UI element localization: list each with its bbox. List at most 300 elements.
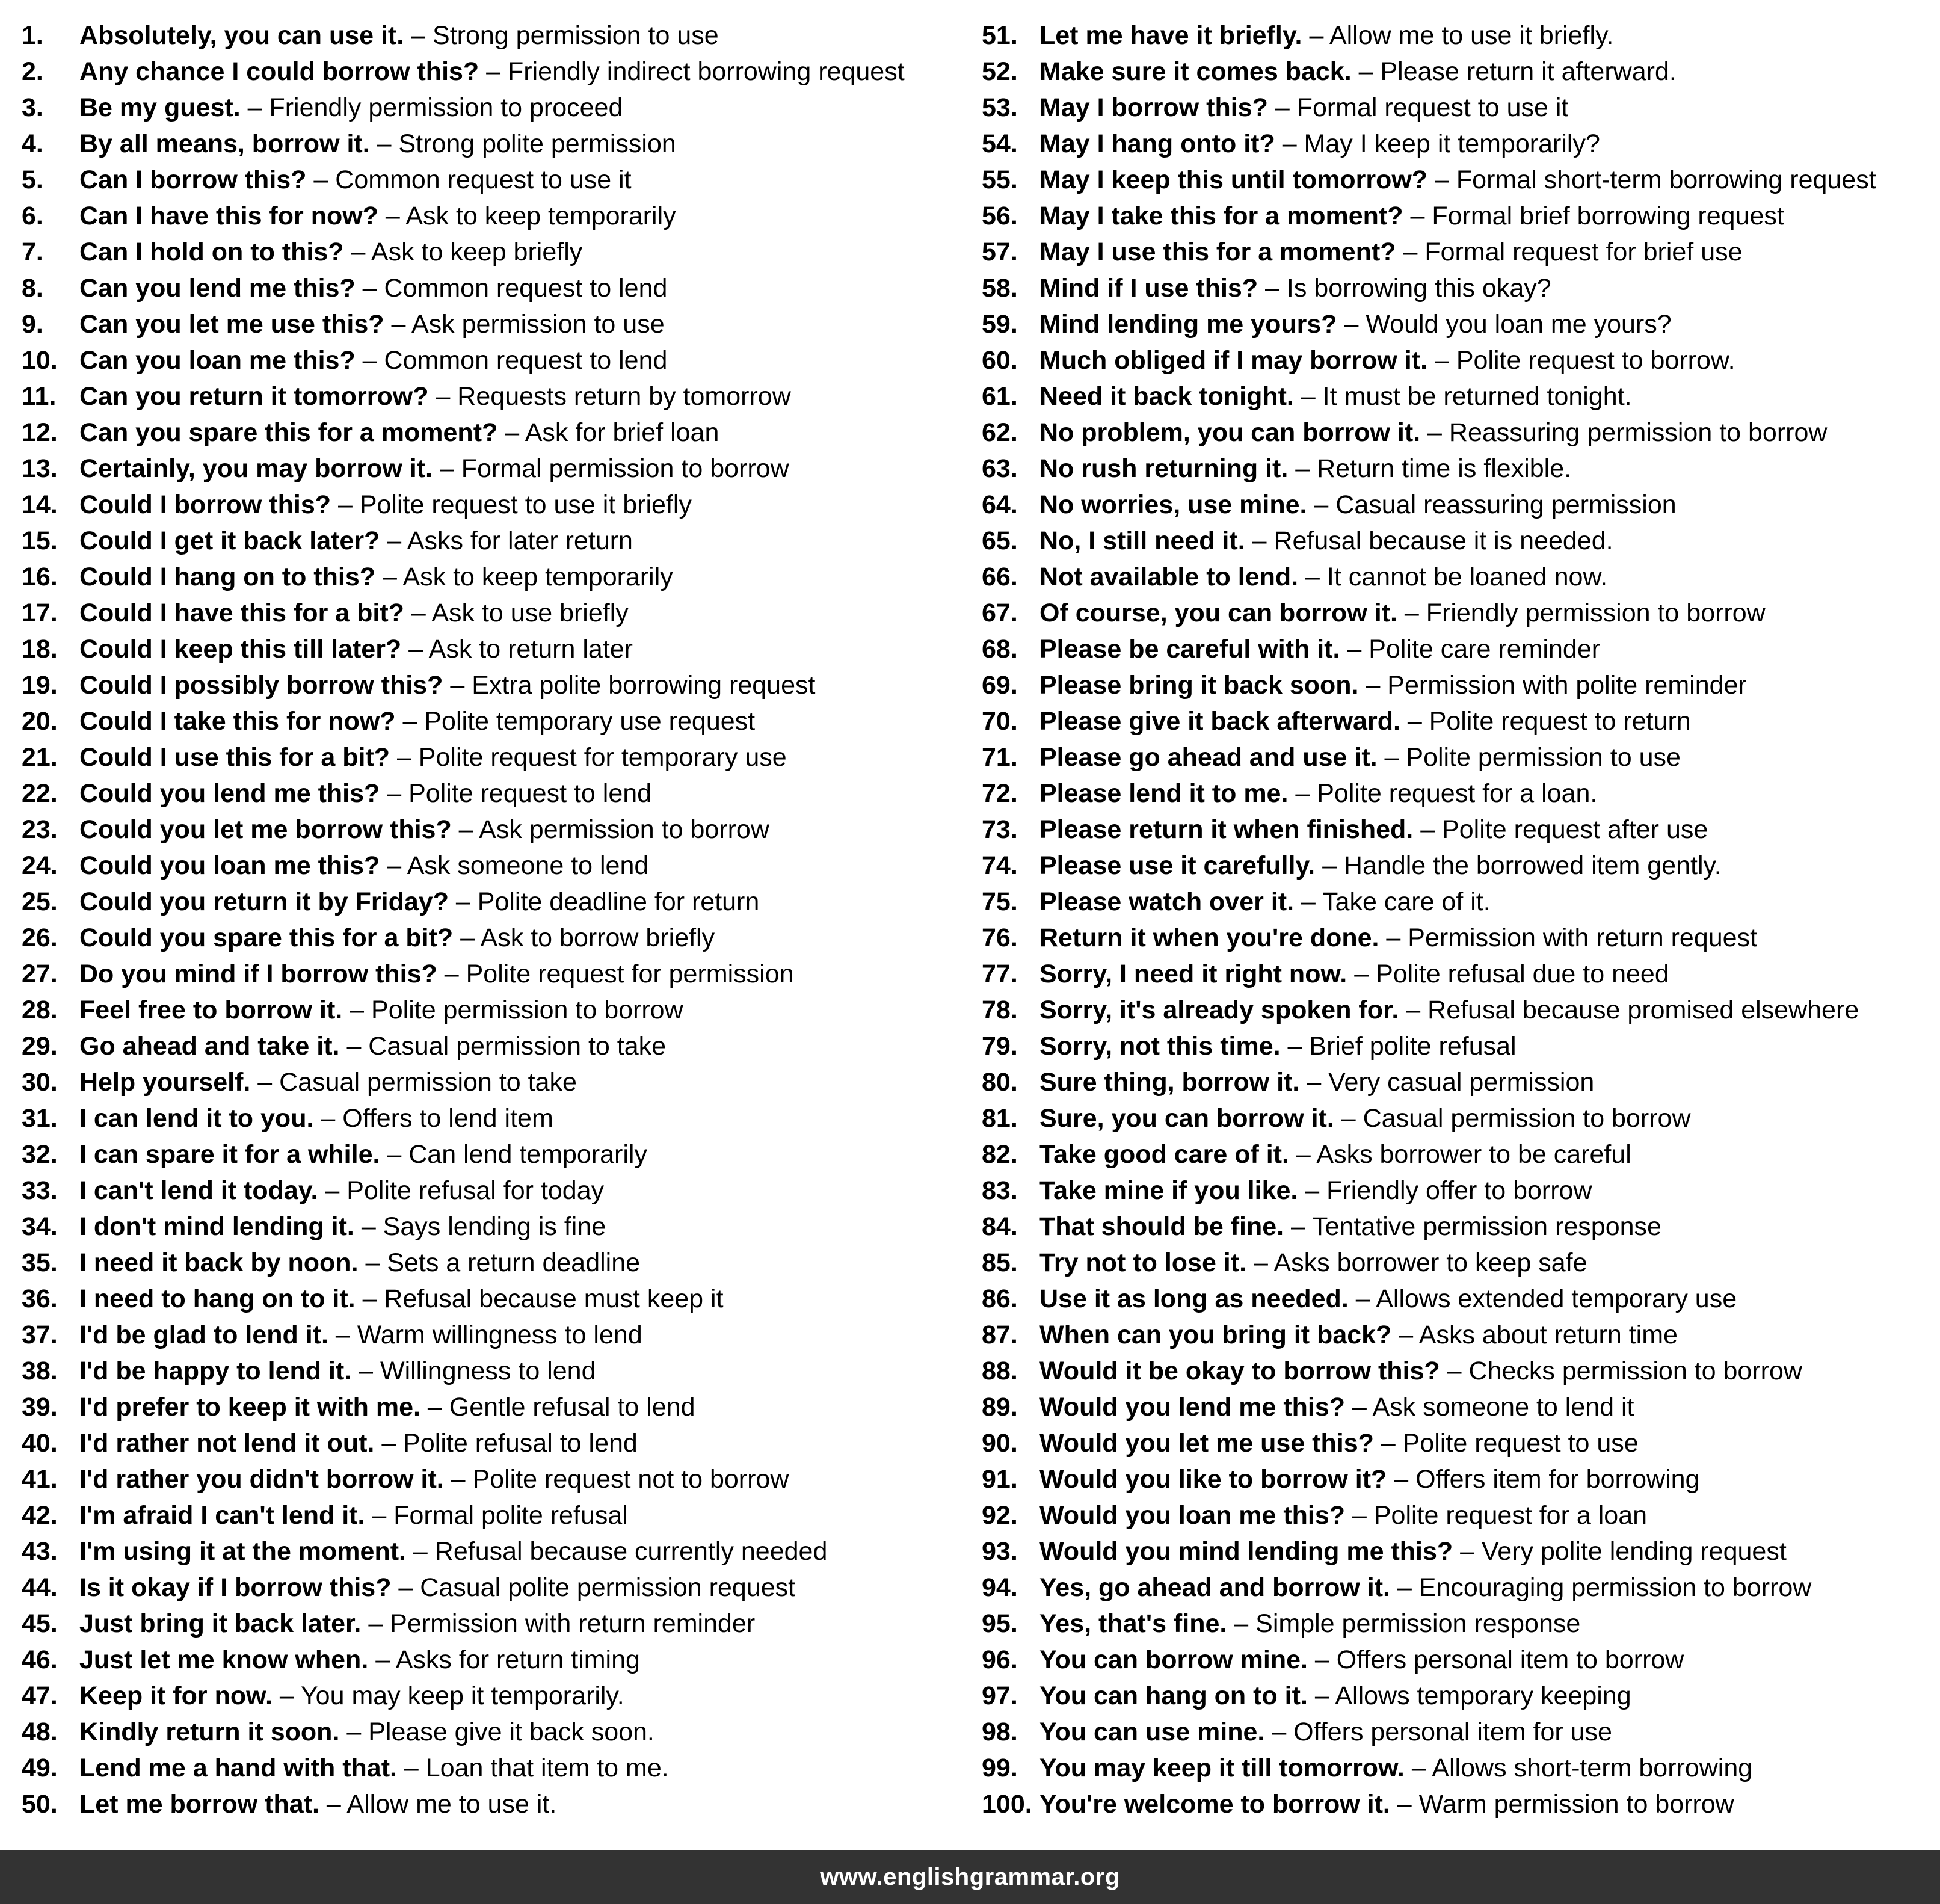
item-description: – Formal permission to borrow xyxy=(433,454,789,483)
item-description: – Friendly offer to borrow xyxy=(1298,1176,1592,1205)
list-item xyxy=(22,342,960,378)
list-item xyxy=(982,523,1920,559)
item-phrase: You can hang on to it. xyxy=(1039,1681,1308,1710)
item-number: 4. xyxy=(22,129,43,158)
list-item xyxy=(22,1714,960,1750)
item-phrase: Sure thing, borrow it. xyxy=(1039,1068,1300,1097)
item-description: – Encouraging permission to borrow xyxy=(1390,1573,1812,1602)
item-phrase: Please watch over it. xyxy=(1039,887,1295,916)
list-item xyxy=(22,1678,960,1714)
item-number: 69. xyxy=(982,671,1018,700)
item-description: – Allows extended temporary use xyxy=(1348,1284,1737,1313)
item-description: – Refusal because it is needed. xyxy=(1245,526,1613,555)
item-description: – Asks for return timing xyxy=(368,1645,640,1674)
item-number: 87. xyxy=(982,1320,1018,1349)
item-number: 11. xyxy=(22,382,57,411)
item-description: – Polite request for temporary use xyxy=(390,743,787,772)
item-phrase: I need to hang on to it. xyxy=(79,1284,356,1313)
item-description: – Common request to use it xyxy=(306,165,632,194)
item-description: – Casual permission to borrow xyxy=(1334,1104,1691,1133)
item-number: 45. xyxy=(22,1609,58,1638)
item-number: 91. xyxy=(982,1465,1018,1494)
list-item xyxy=(22,378,960,414)
item-description: – It cannot be loaned now. xyxy=(1298,562,1608,591)
item-number: 73. xyxy=(982,815,1018,844)
list-item xyxy=(22,487,960,523)
item-description: – You may keep it temporarily. xyxy=(272,1681,624,1710)
list-item xyxy=(22,54,960,90)
item-description: – Allow me to use it. xyxy=(319,1790,557,1819)
item-phrase: Let me borrow that. xyxy=(79,1790,319,1819)
item-description: – Polite request to lend xyxy=(380,779,652,808)
item-number: 18. xyxy=(22,635,58,664)
item-number: 63. xyxy=(982,454,1018,483)
item-phrase: Kindly return it soon. xyxy=(79,1718,340,1746)
item-description: – Ask someone to lend xyxy=(380,851,649,880)
item-number: 41. xyxy=(22,1465,58,1494)
list-item xyxy=(22,1353,960,1389)
list-item xyxy=(982,1064,1920,1100)
item-description: – Common request to lend xyxy=(355,346,668,375)
item-number: 59. xyxy=(982,310,1018,339)
item-phrase: Please be careful with it. xyxy=(1039,635,1340,664)
item-number: 75. xyxy=(982,887,1018,916)
item-description: – Ask to keep temporarily xyxy=(378,202,676,230)
list-item xyxy=(22,812,960,848)
item-description: – Extra polite borrowing request xyxy=(443,671,816,700)
item-description: – Formal request for brief use xyxy=(1396,238,1743,266)
item-description: – Polite request to borrow. xyxy=(1427,346,1735,375)
item-phrase: May I borrow this? xyxy=(1039,93,1268,122)
list-item xyxy=(22,1570,960,1606)
item-phrase: Can I borrow this? xyxy=(79,165,307,194)
item-number: 46. xyxy=(22,1645,58,1674)
item-number: 7. xyxy=(22,238,43,266)
item-phrase: Would you like to borrow it? xyxy=(1039,1465,1387,1494)
item-description: – Refusal because must keep it xyxy=(355,1284,724,1313)
item-number: 86. xyxy=(982,1284,1018,1313)
item-number: 65. xyxy=(982,526,1018,555)
list-item xyxy=(22,1389,960,1425)
item-phrase: Would you let me use this? xyxy=(1039,1429,1374,1458)
item-phrase: Sorry, it's already spoken for. xyxy=(1039,996,1399,1024)
item-number: 39. xyxy=(22,1393,58,1422)
item-phrase: Could you spare this for a bit? xyxy=(79,923,454,952)
item-number: 23. xyxy=(22,815,58,844)
list-item xyxy=(982,775,1920,812)
item-phrase: Please lend it to me. xyxy=(1039,779,1289,808)
item-description: – Friendly permission to borrow xyxy=(1397,599,1766,627)
item-phrase: I'd rather not lend it out. xyxy=(79,1429,375,1458)
item-number: 44. xyxy=(22,1573,58,1602)
item-description: – Polite permission to use xyxy=(1377,743,1681,772)
item-phrase: Can I hold on to this? xyxy=(79,238,344,266)
item-number: 34. xyxy=(22,1212,58,1241)
list-item xyxy=(22,1317,960,1353)
item-number: 10. xyxy=(22,346,58,375)
item-number: 56. xyxy=(982,202,1018,230)
item-phrase: You can use mine. xyxy=(1039,1718,1265,1746)
item-phrase: Lend me a hand with that. xyxy=(79,1754,397,1782)
item-description: – Polite request for permission xyxy=(437,960,794,988)
item-number: 13. xyxy=(22,454,58,483)
item-description: – Requests return by tomorrow xyxy=(428,382,791,411)
list-item xyxy=(982,595,1920,631)
item-description: – Ask for brief loan xyxy=(497,418,719,447)
list-item xyxy=(982,162,1920,198)
list-item xyxy=(22,1642,960,1678)
list-item xyxy=(22,270,960,306)
item-number: 97. xyxy=(982,1681,1018,1710)
item-description: – Can lend temporarily xyxy=(380,1140,647,1169)
item-description: – Willingness to lend xyxy=(351,1357,596,1385)
item-phrase: Just let me know when. xyxy=(79,1645,369,1674)
item-description: – Warm willingness to lend xyxy=(328,1320,642,1349)
list-item xyxy=(982,198,1920,234)
item-number: 16. xyxy=(22,562,58,591)
item-number: 95. xyxy=(982,1609,1018,1638)
item-description: – Gentle refusal to lend xyxy=(420,1393,695,1422)
item-phrase: Be my guest. xyxy=(79,93,241,122)
item-number: 92. xyxy=(982,1501,1018,1530)
item-description: – May I keep it temporarily? xyxy=(1275,129,1600,158)
list-item xyxy=(982,1389,1920,1425)
list-item xyxy=(22,667,960,703)
list-item xyxy=(982,559,1920,595)
item-phrase: Would you loan me this? xyxy=(1039,1501,1346,1530)
item-phrase: You can borrow mine. xyxy=(1039,1645,1308,1674)
item-number: 93. xyxy=(982,1537,1018,1566)
item-phrase: Sorry, not this time. xyxy=(1039,1032,1281,1061)
phrase-list-left xyxy=(22,17,960,1822)
item-phrase: Could I take this for now? xyxy=(79,707,396,736)
item-number: 62. xyxy=(982,418,1018,447)
list-item xyxy=(982,1136,1920,1172)
item-description: – Ask permission to borrow xyxy=(451,815,769,844)
item-number: 98. xyxy=(982,1718,1018,1746)
item-phrase: Would you mind lending me this? xyxy=(1039,1537,1453,1566)
item-number: 55. xyxy=(982,165,1018,194)
item-phrase: Just bring it back later. xyxy=(79,1609,362,1638)
item-description: – Polite request after use xyxy=(1413,815,1708,844)
item-phrase: Return it when you're done. xyxy=(1039,923,1379,952)
list-item xyxy=(22,1209,960,1245)
item-description: – Friendly indirect borrowing request xyxy=(479,57,905,86)
item-number: 71. xyxy=(982,743,1018,772)
item-number: 88. xyxy=(982,1357,1018,1385)
item-number: 30. xyxy=(22,1068,58,1097)
list-item xyxy=(22,739,960,775)
item-phrase: Any chance I could borrow this? xyxy=(79,57,479,86)
list-item xyxy=(982,884,1920,920)
list-item xyxy=(22,1461,960,1497)
item-phrase: I'd rather you didn't borrow it. xyxy=(79,1465,444,1494)
item-description: – Friendly permission to proceed xyxy=(240,93,623,122)
item-number: 68. xyxy=(982,635,1018,664)
item-number: 47. xyxy=(22,1681,58,1710)
item-description: – Allow me to use it briefly. xyxy=(1302,21,1614,50)
item-description: – Polite refusal due to need xyxy=(1347,960,1669,988)
item-phrase: Can you lend me this? xyxy=(79,274,356,303)
item-phrase: Let me have it briefly. xyxy=(1039,21,1302,50)
item-phrase: Do you mind if I borrow this? xyxy=(79,960,437,988)
item-phrase: May I use this for a moment? xyxy=(1039,238,1396,266)
item-description: – Reassuring permission to borrow xyxy=(1420,418,1828,447)
list-item xyxy=(22,1750,960,1786)
item-description: – Polite temporary use request xyxy=(395,707,756,736)
item-phrase: I can lend it to you. xyxy=(79,1104,314,1133)
list-item xyxy=(22,992,960,1028)
item-number: 20. xyxy=(22,707,58,736)
list-item xyxy=(22,414,960,451)
item-phrase: Would you lend me this? xyxy=(1039,1393,1346,1422)
list-item xyxy=(982,90,1920,126)
item-number: 78. xyxy=(982,996,1018,1024)
list-item xyxy=(22,1064,960,1100)
item-number: 29. xyxy=(22,1032,58,1061)
item-description: – Polite deadline for return xyxy=(448,887,760,916)
list-item xyxy=(22,1606,960,1642)
item-number: 51. xyxy=(982,21,1018,50)
item-number: 74. xyxy=(982,851,1018,880)
item-phrase: Would it be okay to borrow this? xyxy=(1039,1357,1440,1385)
list-item xyxy=(22,1281,960,1317)
item-number: 84. xyxy=(982,1212,1018,1241)
item-number: 85. xyxy=(982,1248,1018,1277)
list-item xyxy=(982,1642,1920,1678)
item-number: 82. xyxy=(982,1140,1018,1169)
item-number: 12. xyxy=(22,418,58,447)
list-item xyxy=(982,1425,1920,1461)
item-description: – Offers personal item for use xyxy=(1264,1718,1612,1746)
item-description: – Ask to keep briefly xyxy=(343,238,583,266)
item-phrase: Could I hang on to this? xyxy=(79,562,376,591)
list-item xyxy=(982,1317,1920,1353)
list-item xyxy=(22,1497,960,1533)
item-phrase: Could you loan me this? xyxy=(79,851,380,880)
item-description: – Allows short-term borrowing xyxy=(1404,1754,1753,1782)
list-item xyxy=(22,1028,960,1064)
item-description: – Ask to return later xyxy=(401,635,633,664)
item-description: – Polite permission to borrow xyxy=(342,996,683,1024)
item-phrase: Take good care of it. xyxy=(1039,1140,1289,1169)
item-description: – Return time is flexible. xyxy=(1288,454,1572,483)
item-number: 72. xyxy=(982,779,1018,808)
list-item xyxy=(982,1245,1920,1281)
item-phrase: Of course, you can borrow it. xyxy=(1039,599,1397,627)
list-item xyxy=(22,884,960,920)
item-number: 2. xyxy=(22,57,43,86)
phrase-list-right xyxy=(982,17,1920,1822)
item-phrase: No rush returning it. xyxy=(1039,454,1289,483)
item-phrase: That should be fine. xyxy=(1039,1212,1284,1241)
list-item xyxy=(22,234,960,270)
list-item xyxy=(22,1425,960,1461)
footer-bar xyxy=(0,1850,1940,1904)
item-phrase: Mind if I use this? xyxy=(1039,274,1258,303)
item-description: – Permission with polite reminder xyxy=(1358,671,1747,700)
item-description: – Formal polite refusal xyxy=(365,1501,628,1530)
item-number: 36. xyxy=(22,1284,58,1313)
item-description: – Loan that item to me. xyxy=(396,1754,669,1782)
item-phrase: By all means, borrow it. xyxy=(79,129,370,158)
item-phrase: Yes, go ahead and borrow it. xyxy=(1039,1573,1390,1602)
item-phrase: Go ahead and take it. xyxy=(79,1032,340,1061)
item-phrase: Sorry, I need it right now. xyxy=(1039,960,1347,988)
item-description: – Formal brief borrowing request xyxy=(1403,202,1784,230)
list-item xyxy=(22,559,960,595)
list-item xyxy=(982,487,1920,523)
item-phrase: Yes, that's fine. xyxy=(1039,1609,1227,1638)
list-item xyxy=(22,198,960,234)
item-phrase: I'd prefer to keep it with me. xyxy=(79,1393,420,1422)
item-number: 94. xyxy=(982,1573,1018,1602)
item-phrase: Can you loan me this? xyxy=(79,346,356,375)
item-number: 80. xyxy=(982,1068,1018,1097)
list-item xyxy=(22,306,960,342)
list-item xyxy=(22,1533,960,1570)
list-item xyxy=(22,703,960,739)
item-description: – Asks borrower to keep safe xyxy=(1246,1248,1587,1277)
item-description: – Offers item for borrowing xyxy=(1387,1465,1700,1494)
item-number: 52. xyxy=(982,57,1018,86)
item-description: – Casual permission to take xyxy=(250,1068,577,1097)
item-description: – Says lending is fine xyxy=(354,1212,606,1241)
item-number: 1. xyxy=(22,21,43,50)
list-item xyxy=(982,451,1920,487)
item-phrase: I'm afraid I can't lend it. xyxy=(79,1501,365,1530)
item-description: – Allows temporary keeping xyxy=(1307,1681,1631,1710)
list-item xyxy=(22,126,960,162)
item-phrase: Could I possibly borrow this? xyxy=(79,671,443,700)
item-number: 64. xyxy=(982,490,1018,519)
list-item xyxy=(982,378,1920,414)
item-phrase: Help yourself. xyxy=(79,1068,251,1097)
list-item xyxy=(22,1786,960,1822)
item-phrase: Could you return it by Friday? xyxy=(79,887,449,916)
list-item xyxy=(982,270,1920,306)
item-number: 42. xyxy=(22,1501,58,1530)
item-phrase: I'm using it at the moment. xyxy=(79,1537,406,1566)
item-description: – Ask someone to lend it xyxy=(1345,1393,1634,1422)
item-number: 6. xyxy=(22,202,43,230)
item-description: – Polite request to use it briefly xyxy=(331,490,692,519)
item-phrase: Please return it when finished. xyxy=(1039,815,1414,844)
item-number: 57. xyxy=(982,238,1018,266)
item-number: 9. xyxy=(22,310,43,339)
list-item xyxy=(982,956,1920,992)
item-phrase: Need it back tonight. xyxy=(1039,382,1294,411)
item-description: – Warm permission to borrow xyxy=(1390,1790,1734,1819)
item-number: 21. xyxy=(22,743,58,772)
item-number: 8. xyxy=(22,274,43,303)
item-phrase: Please give it back afterward. xyxy=(1039,707,1400,736)
list-item xyxy=(22,956,960,992)
item-description: – Polite request for a loan. xyxy=(1288,779,1598,808)
item-phrase: Could I use this for a bit? xyxy=(79,743,390,772)
item-phrase: Use it as long as needed. xyxy=(1039,1284,1349,1313)
item-number: 5. xyxy=(22,165,43,194)
list-item xyxy=(22,1136,960,1172)
item-phrase: Can you spare this for a moment? xyxy=(79,418,498,447)
item-number: 66. xyxy=(982,562,1018,591)
item-description: – Offers to lend item xyxy=(313,1104,553,1133)
item-number: 90. xyxy=(982,1429,1018,1458)
item-phrase: Could I borrow this? xyxy=(79,490,331,519)
list-item xyxy=(982,54,1920,90)
item-number: 83. xyxy=(982,1176,1018,1205)
list-item xyxy=(982,306,1920,342)
item-phrase: No, I still need it. xyxy=(1039,526,1245,555)
item-description: – Asks for later return xyxy=(380,526,633,555)
list-item xyxy=(982,1353,1920,1389)
item-phrase: Sure, you can borrow it. xyxy=(1039,1104,1334,1133)
item-description: – Refusal because currently needed xyxy=(405,1537,828,1566)
list-item xyxy=(982,703,1920,739)
item-description: – Please return it afterward. xyxy=(1351,57,1677,86)
item-number: 26. xyxy=(22,923,58,952)
item-phrase: Please bring it back soon. xyxy=(1039,671,1359,700)
item-phrase: Can I have this for now? xyxy=(79,202,378,230)
item-number: 60. xyxy=(982,346,1018,375)
list-item xyxy=(982,17,1920,54)
list-item xyxy=(982,342,1920,378)
item-description: – Strong permission to use xyxy=(404,21,719,50)
list-item xyxy=(22,1172,960,1209)
item-number: 61. xyxy=(982,382,1018,411)
list-item xyxy=(22,848,960,884)
website-url: www.englishgrammar.org xyxy=(820,1863,1120,1890)
item-number: 33. xyxy=(22,1176,58,1205)
item-phrase: Absolutely, you can use it. xyxy=(79,21,404,50)
item-description: – Ask to borrow briefly xyxy=(453,923,715,952)
item-number: 25. xyxy=(22,887,58,916)
item-description: – Polite refusal for today xyxy=(318,1176,605,1205)
item-description: – Polite request to use xyxy=(1373,1429,1639,1458)
item-description: – Casual reassuring permission xyxy=(1307,490,1677,519)
item-description: – Very casual permission xyxy=(1299,1068,1595,1097)
item-number: 81. xyxy=(982,1104,1018,1133)
item-description: – Polite request to return xyxy=(1400,707,1691,736)
item-description: – Very polite lending request xyxy=(1453,1537,1787,1566)
item-phrase: Could you lend me this? xyxy=(79,779,380,808)
list-item xyxy=(982,1750,1920,1786)
item-description: – Strong polite permission xyxy=(369,129,676,158)
item-phrase: May I take this for a moment? xyxy=(1039,202,1403,230)
item-phrase: Feel free to borrow it. xyxy=(79,996,343,1024)
item-number: 43. xyxy=(22,1537,58,1566)
list-item xyxy=(22,17,960,54)
item-description: – Permission with return request xyxy=(1379,923,1758,952)
item-description: – Handle the borrowed item gently. xyxy=(1315,851,1722,880)
item-description: – Offers personal item to borrow xyxy=(1307,1645,1684,1674)
item-phrase: Is it okay if I borrow this? xyxy=(79,1573,392,1602)
list-item xyxy=(982,1678,1920,1714)
item-phrase: Please use it carefully. xyxy=(1039,851,1316,880)
item-description: – Asks about return time xyxy=(1391,1320,1678,1349)
list-item xyxy=(982,848,1920,884)
item-phrase: Can you return it tomorrow? xyxy=(79,382,429,411)
list-item xyxy=(982,414,1920,451)
item-phrase: Could I keep this till later? xyxy=(79,635,402,664)
item-description: – Casual permission to take xyxy=(339,1032,667,1061)
item-description: – Ask to keep temporarily xyxy=(375,562,673,591)
item-number: 76. xyxy=(982,923,1018,952)
item-phrase: Could you let me borrow this? xyxy=(79,815,452,844)
list-item xyxy=(982,1100,1920,1136)
item-phrase: Keep it for now. xyxy=(79,1681,273,1710)
item-number: 38. xyxy=(22,1357,58,1385)
